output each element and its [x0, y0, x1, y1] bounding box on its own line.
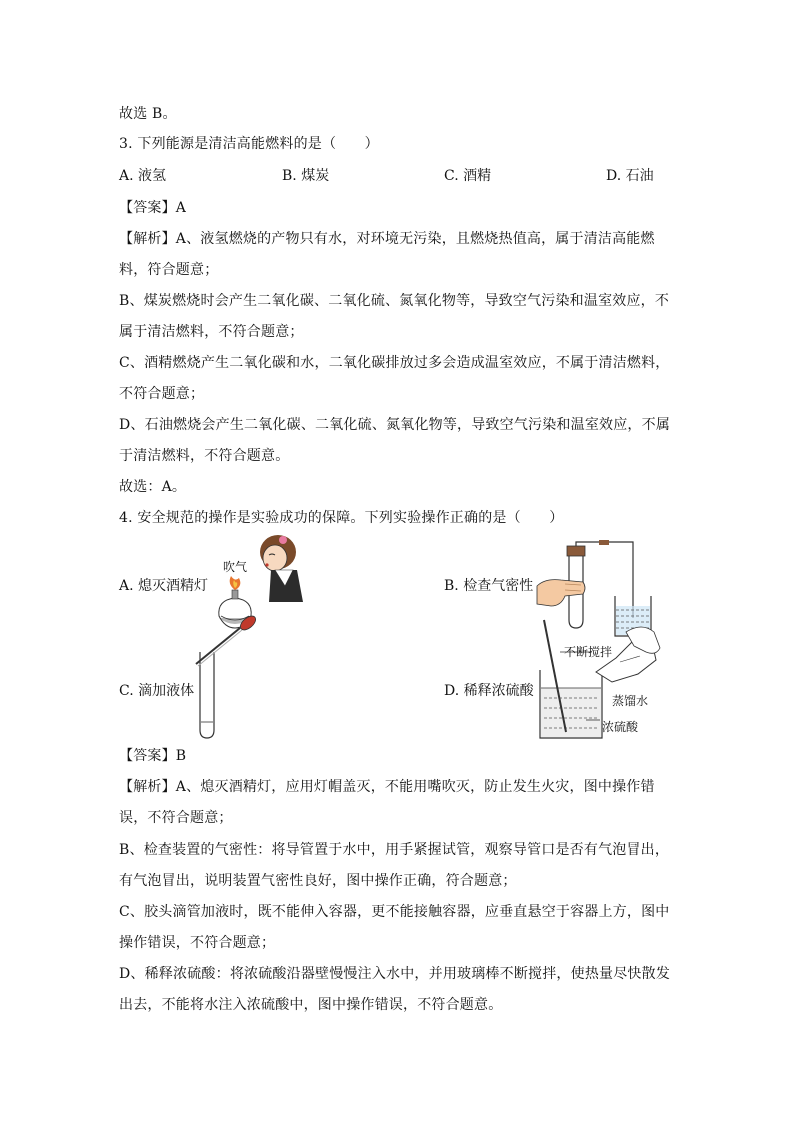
q4-explanation-line: 出去，不能将水注入浓硫酸中，图中操作错误，不符合题意。 — [119, 997, 503, 1013]
q4-option-a: A. 熄灭酒精灯 — [119, 578, 209, 594]
question-3-stem: 3. 下列能源是清洁高能燃料的是（ ） — [119, 136, 379, 152]
q3-option-c: C. 酒精 — [444, 168, 492, 184]
q4-explanation-line: 有气泡冒出，说明装置气密性良好，图中操作正确，符合题意； — [119, 873, 517, 889]
q4-explanation-line: 【解析】A、熄灭酒精灯，应用灯帽盖灭，不能用嘴吹灭，防止发生火灾，图中操作错 — [119, 779, 655, 795]
q3-explanation-line: B、煤炭燃烧时会产生二氧化碳、二氧化硫、氮氧化物等，导致空气污染和温室效应，不 — [119, 293, 670, 309]
q3-option-a: A. 液氢 — [119, 168, 167, 184]
q4-explanation-line: D、稀释浓硫酸：将浓硫酸沿器壁慢慢注入水中，并用玻璃棒不断搅拌，使热量尽快散发 — [119, 966, 671, 982]
q4-option-b: B. 检查气密性 — [444, 578, 534, 594]
q3-option-d: D. 石油 — [606, 168, 654, 184]
q3-explanation-line: C、酒精燃烧产生二氧化碳和水，二氧化碳排放过多会造成温室效应，不属于清洁燃料， — [119, 355, 670, 371]
q4-answer: 【答案】B — [119, 748, 187, 764]
acid-label: 浓硫酸 — [602, 720, 639, 734]
q3-explanation-line: 料，符合题意； — [119, 262, 219, 278]
q4-explanation-line: 操作错误，不符合题意； — [119, 935, 276, 951]
figure-dilute-acid — [530, 612, 670, 744]
q3-conclusion: 故选：A。 — [119, 479, 187, 495]
blow-label: 吹气 — [223, 560, 248, 574]
q3-answer: 【答案】A — [119, 200, 187, 216]
q4-explanation-line: B、检查装置的气密性：将导管置于水中，用手紧握试管，观察导管口是否有气泡冒出， — [119, 842, 670, 858]
stir-label: 不断搅拌 — [564, 645, 613, 659]
q4-explanation-line: C、胶头滴管加液时，既不能伸入容器，更不能接触容器，应垂直悬空于容器上方，图中 — [119, 904, 670, 920]
q3-explanation-line: 【解析】A、液氢燃烧的产物只有水，对环境无污染，且燃烧热值高，属于清洁高能燃 — [119, 231, 655, 247]
q4-explanation-line: 误，不符合题意； — [119, 810, 233, 826]
q3-explanation-line: 于清洁燃料，不符合题意。 — [119, 448, 290, 464]
q3-option-b: B. 煤炭 — [282, 168, 330, 184]
q4-option-d: D. 稀释浓硫酸 — [444, 683, 534, 699]
q3-explanation-line: 不符合题意； — [119, 386, 205, 402]
q4-option-c: C. 滴加液体 — [119, 683, 195, 699]
question-4-stem: 4. 安全规范的操作是实验成功的保障。下列实验操作正确的是（ ） — [119, 510, 564, 526]
q3-explanation-line: D、石油燃烧会产生二氧化碳、二氧化硫、氮氧化物等，导致空气污染和温室效应，不属 — [119, 417, 671, 433]
q3-explanation-line: 属于清洁燃料，不符合题意； — [119, 324, 304, 340]
water-label: 蒸馏水 — [612, 694, 649, 708]
figure-add-liquid — [188, 612, 268, 742]
text-line: 故选 B。 — [119, 106, 177, 122]
